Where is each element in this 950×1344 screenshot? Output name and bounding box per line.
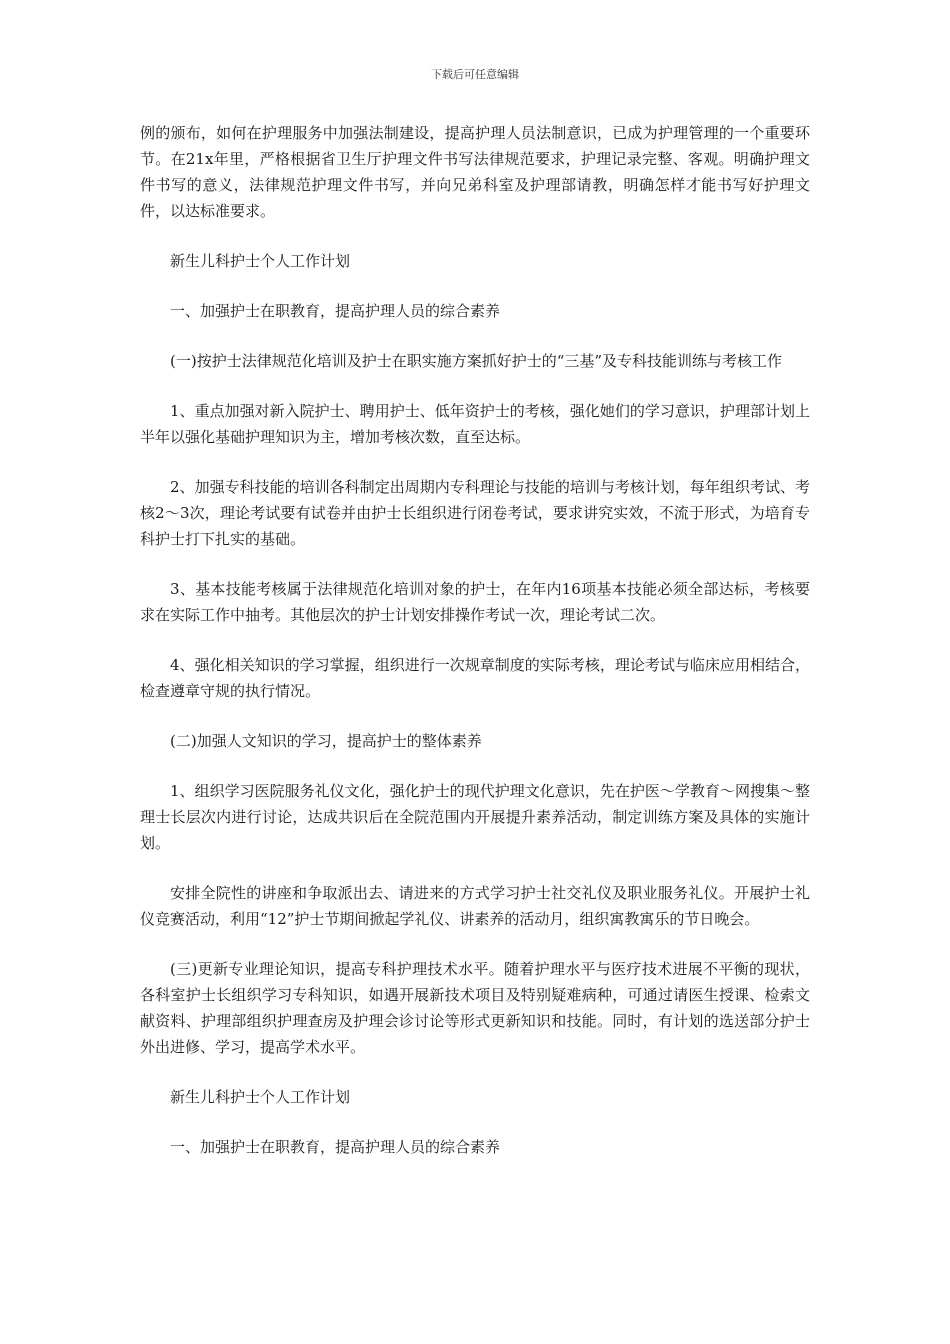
heading-level-1: 一、加强护士在职教育，提高护理人员的综合素养: [170, 1138, 501, 1156]
paragraph: 3、基本技能考核属于法律规范化培训对象的护士，在年内16项基本技能必须全部达标，考核要求在实际工作中抽考。其他层次的护士计划安排操作考试一次，理论考试二次。: [140, 580, 810, 624]
paragraph: 4、强化相关知识的学习掌握，组织进行一次规章制度的实际考核，理论考试与临床应用相结合，检查遵章守规的执行情况。: [140, 656, 810, 700]
section-title: 新生儿科护士个人工作计划: [170, 1088, 351, 1106]
page-header: 下载后可任意编辑: [431, 68, 519, 81]
paragraph: 安排全院性的讲座和争取派出去、请进来的方式学习护士社交礼仪及职业服务礼仪。开展护士礼仪竞赛活动，利用“12”护士节期间掀起学礼仪、讲素养的活动月，组织寓教寓乐的节日晚会。: [140, 884, 810, 928]
paragraph: 1、组织学习医院服务礼仪文化，强化护士的现代护理文化意识，先在护医～学教育～网搜集～整理士长层次内进行讨论，达成共识后在全院范围内开展提升素养活动，制定训练方案及具体的实施计划。: [140, 782, 810, 852]
paragraph: 2、加强专科技能的培训各科制定出周期内专科理论与技能的培训与考核计划，每年组织考试、考核2～3次，理论考试要有试卷并由护士长组织进行闭卷考试，要求讲究实效，不流于形式，为培育专科护士打下扎实的基础。: [140, 478, 810, 548]
heading-level-2: (一)按护士法律规范化培训及护士在职实施方案抓好护士的“三基”及专科技能训练与考核工作: [170, 352, 783, 370]
paragraph: 例的颁布，如何在护理服务中加强法制建设，提高护理人员法制意识，已成为护理管理的一个重要环节。在21x年里，严格根据省卫生厅护理文件书写法律规范要求，护理记录完整、客观。明确护理文件书写的意义，法律规范护理文件书写，并向兄弟科室及护理部请教，明确怎样才能书写好护理文件，以达标准要求。: [140, 124, 810, 220]
heading-level-2: (二)加强人文知识的学习，提高护士的整体素养: [170, 732, 482, 750]
heading-level-1: 一、加强护士在职教育，提高护理人员的综合素养: [170, 302, 501, 320]
paragraph: (三)更新专业理论知识，提高专科护理技术水平。随着护理水平与医疗技术进展不平衡的现状，各科室护士长组织学习专科知识，如遇开展新技术项目及特别疑难病种，可通过请医生授课、检索文献资料、护理部组织护理查房及护理会诊讨论等形式更新知识和技能。同时，有计划的选送部分护士外出进修、学习，提高学术水平。: [140, 960, 810, 1056]
paragraph: 1、重点加强对新入院护士、聘用护士、低年资护士的考核，强化她们的学习意识，护理部计划上半年以强化基础护理知识为主，增加考核次数，直至达标。: [140, 402, 810, 446]
document-body: [140, 120, 810, 1184]
section-title: 新生儿科护士个人工作计划: [170, 252, 351, 270]
